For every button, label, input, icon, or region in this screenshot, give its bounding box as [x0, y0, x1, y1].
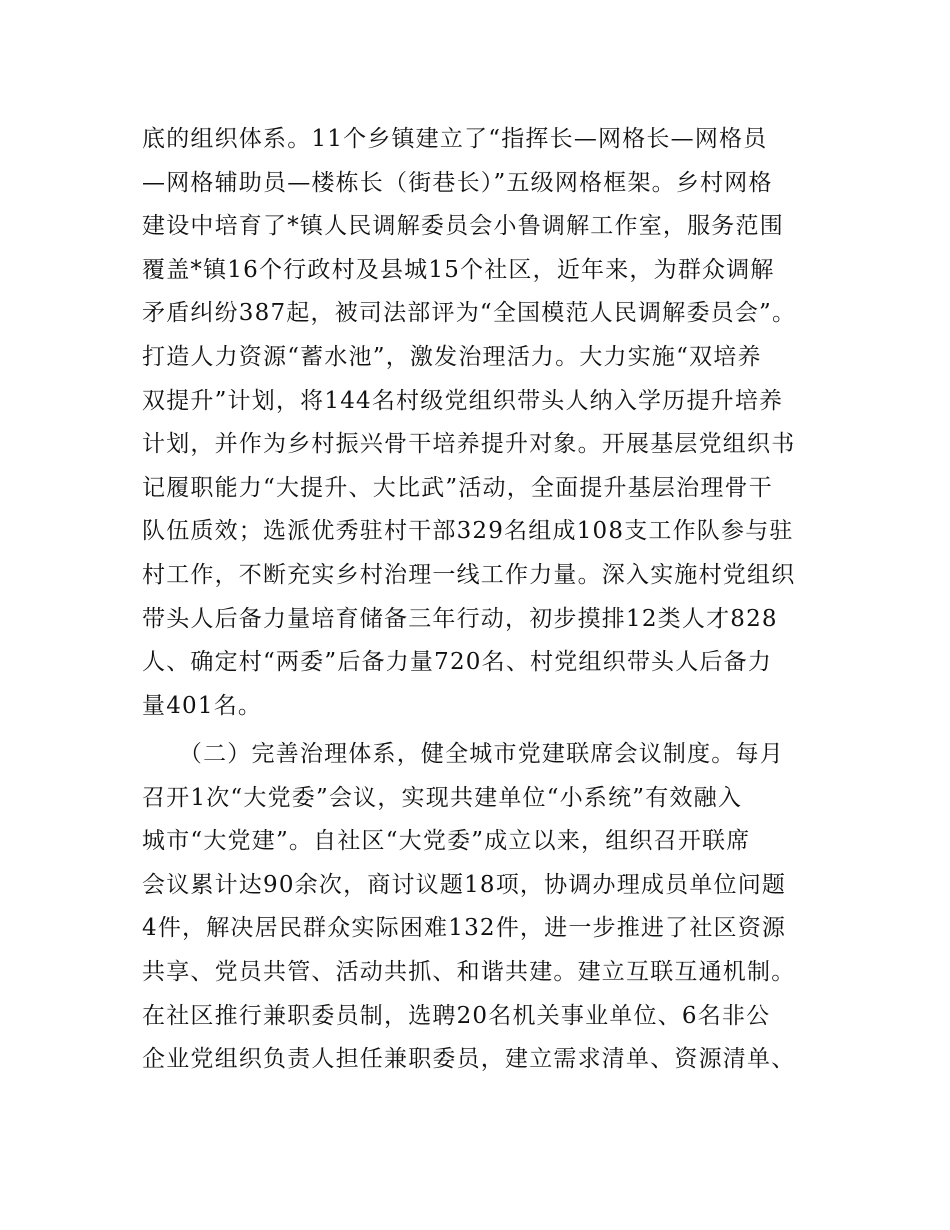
text-line: 打造人力资源“蓄水池”，激发治理活力。大力实施“双培养: [142, 343, 762, 370]
paragraph-1: [142, 118, 822, 728]
text-line: 企业党组织负责人担任兼职委员，建立需求清单、资源清单、: [142, 1046, 796, 1073]
text-line: 计划，并作为乡村振兴骨干培养提升对象。开展基层党组织书: [142, 431, 796, 458]
text-line: （二）完善治理体系，健全城市党建联席会议制度。每月: [142, 741, 784, 767]
text-line: 会议累计达90余次，商讨议题18项，协调办理成员单位问题: [142, 871, 787, 898]
text-line: 带头人后备力量培育储备三年行动，初步摸排12类人才828: [142, 605, 778, 632]
text-line: 量401名。: [142, 692, 263, 719]
text-line: 矛盾纠纷387起，被司法部评为“全国模范人民调解委员会”。: [142, 300, 797, 327]
text-line: 记履职能力“大提升、大比武”活动，全面提升基层治理骨干: [142, 474, 773, 501]
text-line: —网格辅助员—楼栋长（街巷长）”五级网格框架。乡村网格: [142, 169, 773, 196]
text-line: 人、确定村“两委”后备力量720名、村党组织带头人后备力: [142, 649, 773, 676]
text-line: 在社区推行兼职委员制，选聘20名机关事业单位、6名非公: [142, 1002, 771, 1029]
paragraph-2: [142, 733, 822, 1082]
text-line: 覆盖*镇16个行政村及县城15个社区，近年来，为群众调解: [142, 256, 775, 283]
text-line: 双提升”计划，将144名村级党组织带头人纳入学历提升培养: [142, 387, 784, 414]
text-line: 队伍质效；选派优秀驻村干部329名组成108支工作队参与驻: [142, 518, 794, 545]
text-line: 城市“大党建”。自社区“大党委”成立以来，组织召开联席: [142, 828, 751, 855]
text-line: 4件，解决居民群众实际困难132件，进一步推进了社区资源: [142, 915, 787, 942]
text-line: 村工作，不断充实乡村治理一线工作力量。深入实施村党组织: [142, 561, 796, 588]
text-line: 召开1次“大党委”会议，实现共建单位“小系统”有效融入: [142, 784, 743, 811]
text-line: 底的组织体系。11个乡镇建立了“指挥长—网格长—网格员: [142, 126, 768, 152]
text-line: 建设中培育了*镇人民调解委员会小鲁调解工作室，服务范围: [142, 213, 784, 240]
text-line: 共享、党员共管、活动共抓、和谐共建。建立互联互通机制。: [142, 958, 796, 985]
